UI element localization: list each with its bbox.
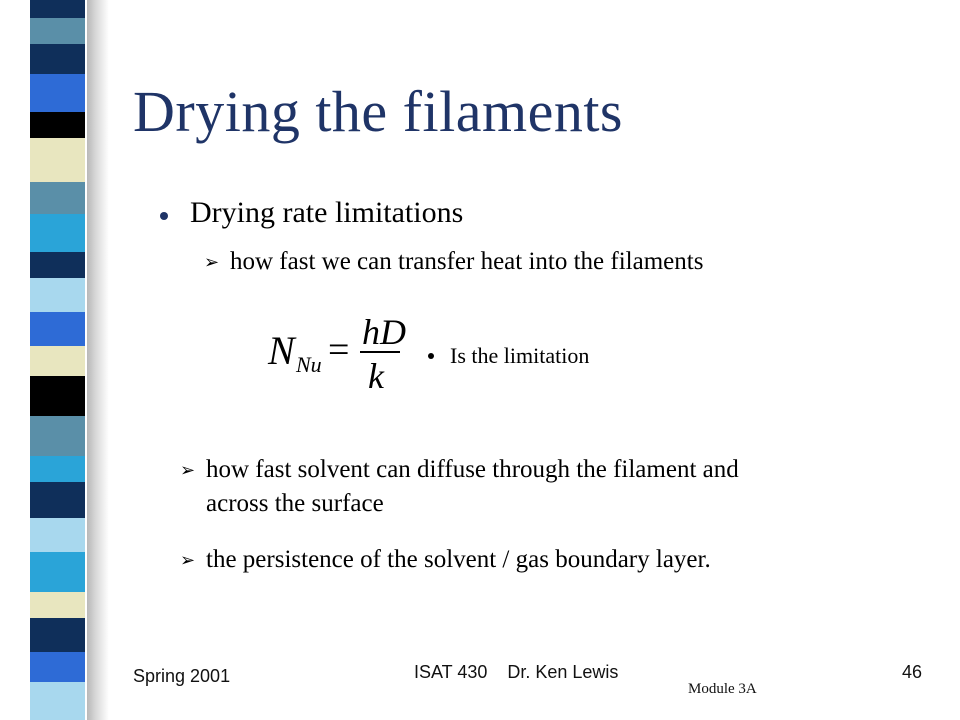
footer-module: Module 3A [688, 681, 757, 697]
main-bullet-text: Drying rate limitations [190, 196, 464, 229]
sub-bullet-1-text: how fast we can transfer heat into the filaments [230, 248, 704, 275]
arrow-bullet-icon: ➢ [204, 252, 220, 273]
nusselt-equation [262, 312, 422, 394]
equation-operator: = [328, 329, 350, 371]
equation-numerator: hD [362, 312, 406, 352]
footer-date: Spring 2001 [133, 666, 231, 686]
sub-bullet-3-text: the persistence of the solvent / gas boundary layer. [206, 546, 711, 573]
footer-course-author: ISAT 430 Dr. Ken Lewis [414, 662, 619, 682]
slide-title: Drying the filaments [133, 79, 624, 144]
sub-bullet-2-line-1: how fast solvent can diffuse through the filament and [206, 456, 739, 483]
equation-lhs-symbol: N [268, 328, 295, 373]
arrow-bullet-icon: ➢ [180, 460, 196, 481]
sub-bullet-2-line-2: across the surface [206, 490, 384, 517]
equation-denominator: k [368, 356, 384, 396]
decorative-stripe-bar [0, 0, 88, 720]
equation-note-text: Is the limitation [450, 343, 590, 368]
equation-lhs-subscript: Nu [296, 352, 322, 377]
arrow-bullet-icon: ➢ [180, 550, 196, 571]
stripe-shadow [87, 0, 109, 720]
slide-number: 46 [902, 662, 923, 682]
bullet-dot-icon [160, 212, 168, 220]
note-bullet-icon [428, 353, 434, 359]
